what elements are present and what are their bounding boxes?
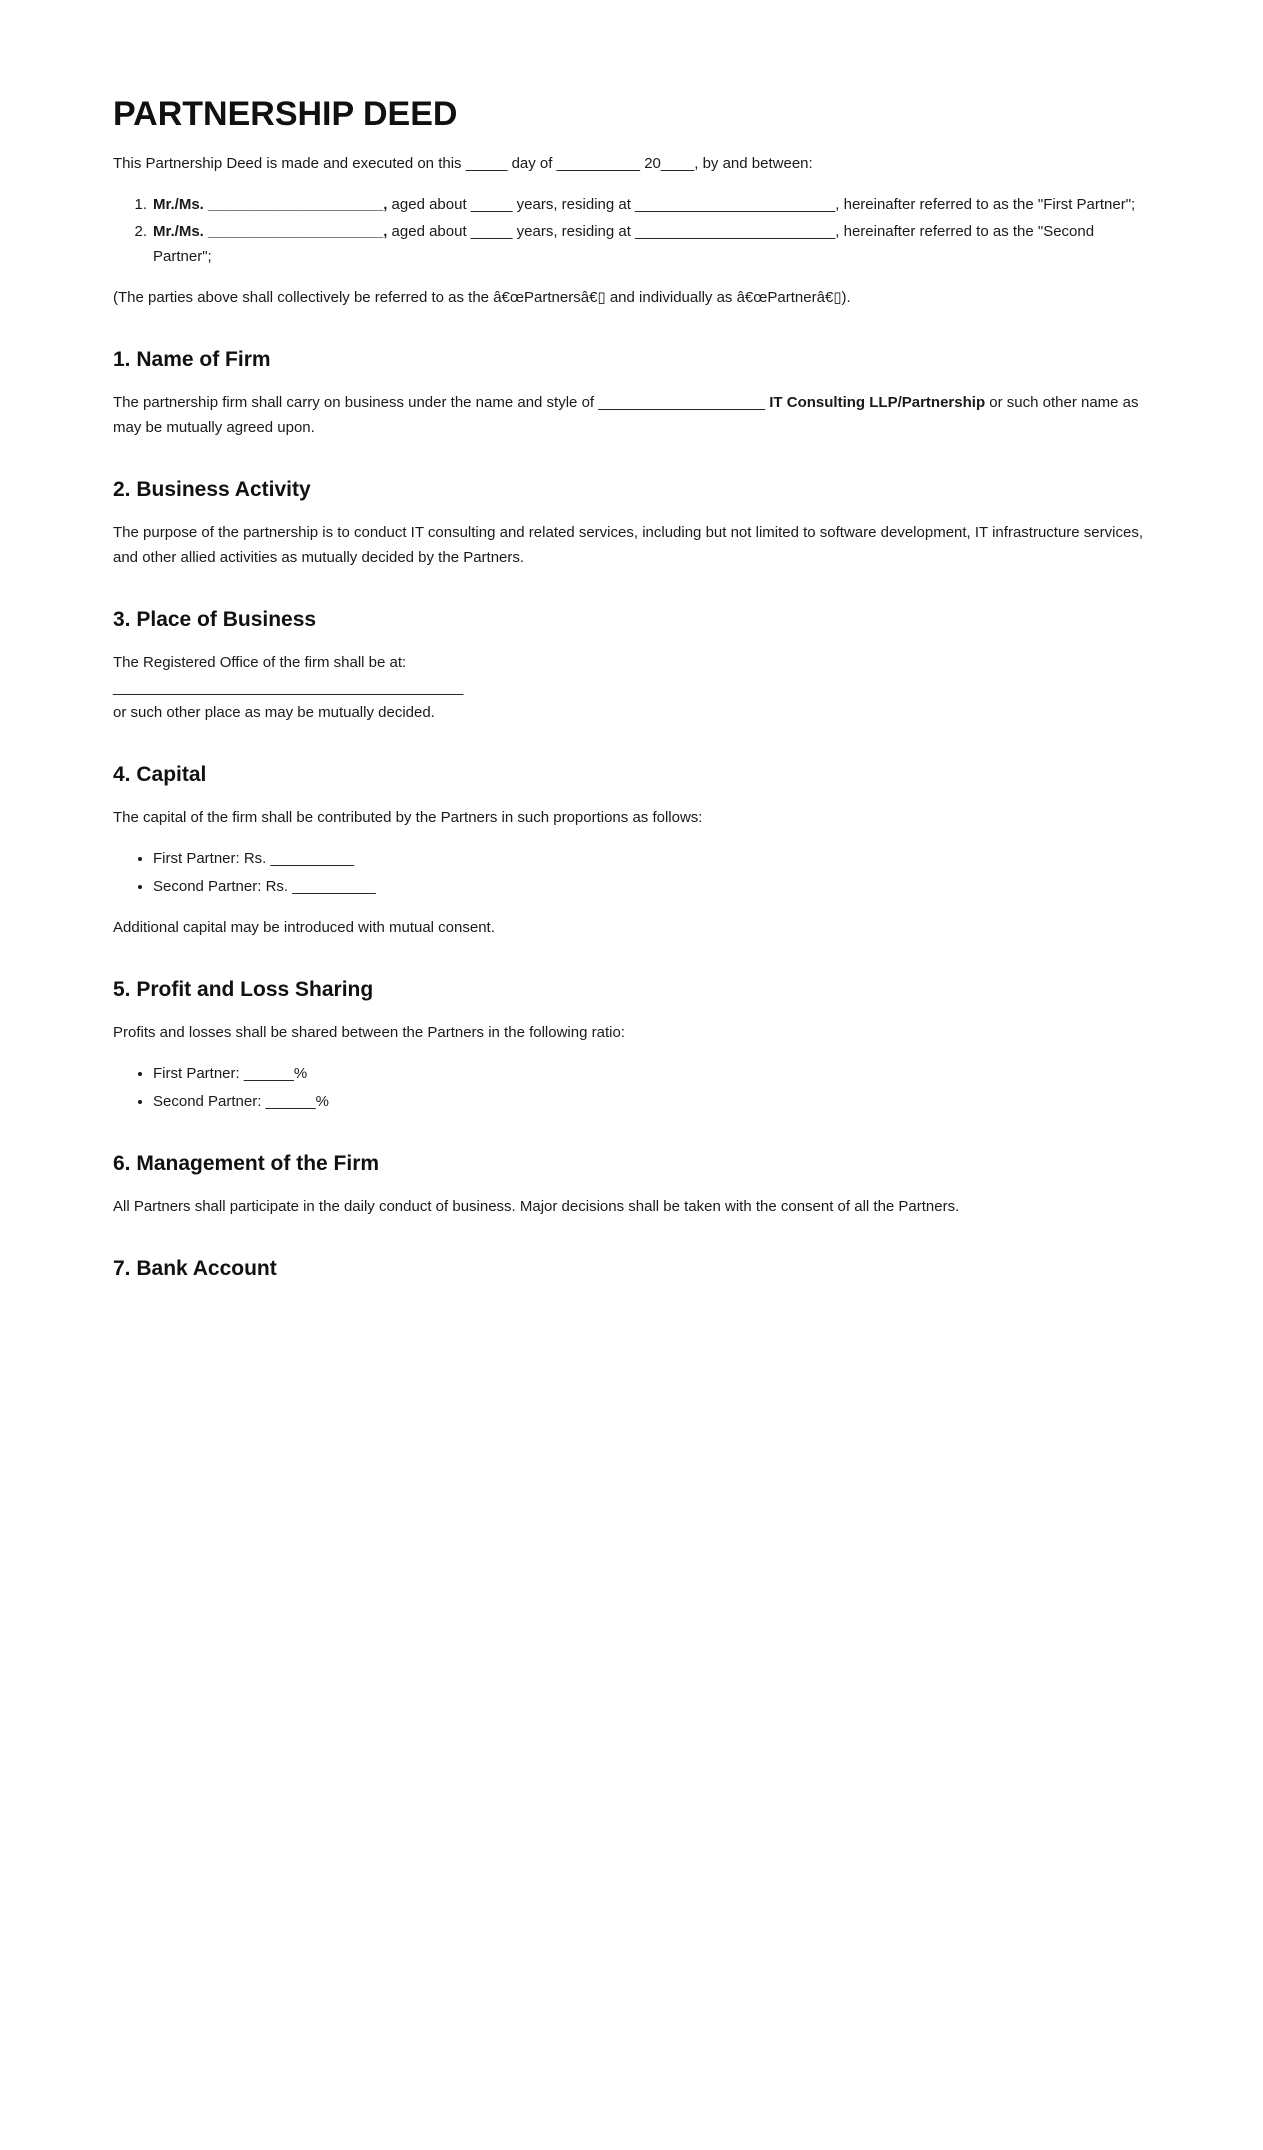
party-details: aged about _____ years, residing at ________________________, hereinafter referred to as the "First Partner";: [387, 196, 1136, 213]
profit-loss-list: [113, 1061, 1150, 1114]
section-heading-place-of-business: 3. Place of Business: [113, 608, 317, 631]
party-item-first: [134, 192, 1150, 217]
firm-name-pre: The partnership firm shall carry on business under the name and style of ____________________: [113, 394, 770, 411]
section-heading-business-activity: 2. Business Activity: [113, 478, 311, 501]
capital-first-partner: • First Partner: Rs. __________: [153, 846, 1150, 871]
intro-paragraph: This Partnership Deed is made and executed on this _____ day of __________ 20____, by and between:: [113, 155, 813, 172]
office-blank-line: __________________________________________: [113, 679, 464, 696]
section-body-management: All Partners shall participate in the daily conduct of business. Major decisions shall be taken with the consent of all the Partners.: [113, 1198, 960, 1215]
party-name-blank: Mr./Ms. _____________________,: [153, 223, 388, 240]
section-heading-management: 6. Management of the Firm: [113, 1152, 380, 1175]
section-heading-capital: 4. Capital: [113, 763, 207, 786]
section-body-name-of-firm: [113, 390, 1150, 440]
party-item-second: [134, 219, 1150, 269]
party-number: 2.: [134, 223, 147, 240]
capital-list: [113, 846, 1150, 899]
section-body-profit-loss: Profits and losses shall be shared between the Partners in the following ratio:: [113, 1024, 625, 1041]
section-body-capital: The capital of the firm shall be contributed by the Partners in such proportions as follows:: [113, 809, 703, 826]
firm-name-post: or such other name as may be mutually agreed upon.: [113, 394, 1139, 436]
office-line: The Registered Office of the firm shall be at:: [113, 654, 407, 671]
capital-after-note: Additional capital may be introduced with mutual consent.: [113, 919, 495, 936]
section-heading-bank-account: 7. Bank Account: [113, 1257, 277, 1280]
party-details: aged about _____ years, residing at ________________________, hereinafter referred to as the "Second Partner";: [153, 223, 1095, 265]
party-number: 1.: [134, 196, 147, 213]
blank-area: [0, 1300, 1263, 2150]
section-heading-profit-loss: 5. Profit and Loss Sharing: [113, 978, 374, 1001]
parties-list: [113, 192, 1150, 269]
capital-second-partner: • Second Partner: Rs. __________: [153, 874, 1150, 899]
document-title: PARTNERSHIP DEED: [113, 95, 458, 133]
section-body-business-activity: The purpose of the partnership is to conduct IT consulting and related services, including but not limited to software development, IT infrastructure services, and other allied activities as mutually decided by the Partners.: [113, 524, 1143, 566]
section-heading-name-of-firm: 1. Name of Firm: [113, 348, 271, 371]
section-body-place-of-business: [113, 650, 1150, 725]
ratio-second-partner: • Second Partner: ______%: [153, 1089, 1150, 1114]
parties-note: (The parties above shall collectively be referred to as the â€œPartnersâ€▯ and individually as â€œPartnerâ€▯).: [113, 289, 851, 306]
ratio-first-partner: • First Partner: ______%: [153, 1061, 1150, 1086]
party-name-blank: Mr./Ms. _____________________,: [153, 196, 388, 213]
firm-name-bold: IT Consulting LLP/Partnership: [769, 394, 986, 411]
office-alt-line: or such other place as may be mutually decided.: [113, 704, 435, 721]
